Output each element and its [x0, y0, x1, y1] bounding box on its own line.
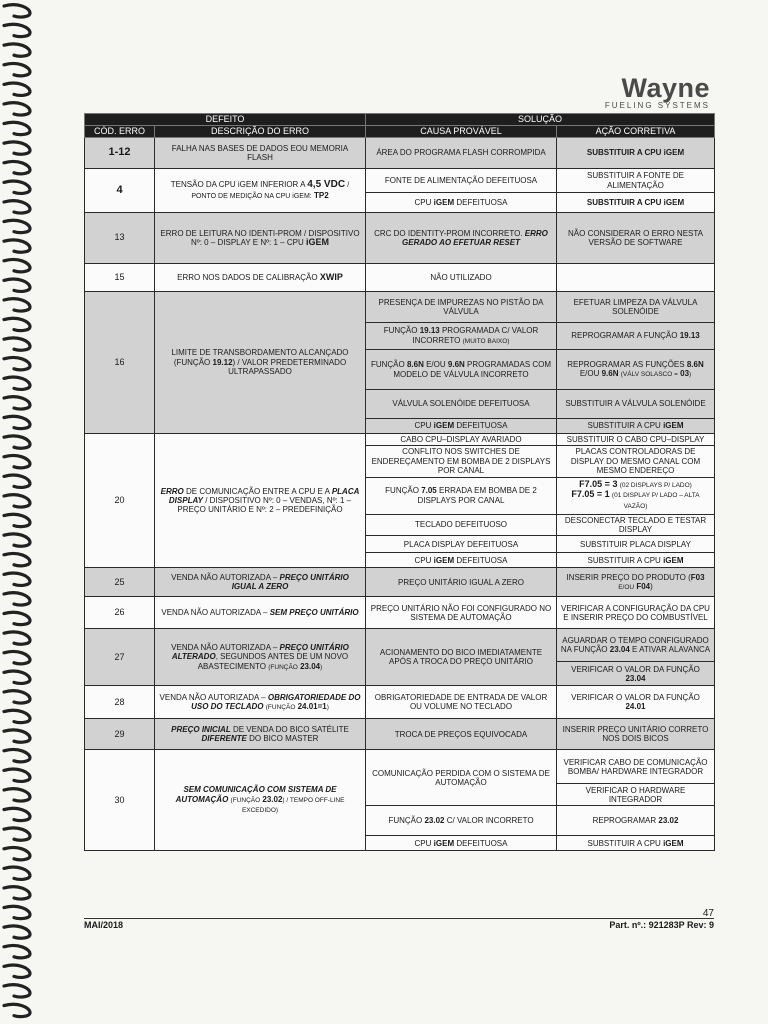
desc-italic: OBRIGATORIEDADE DO USO DO TECLADO: [191, 692, 361, 711]
cause-text: FUNÇÃO: [370, 360, 405, 370]
cause-text: FUNÇÃO: [383, 326, 418, 336]
spiral-ring: [4, 142, 30, 154]
spiral-ring: [4, 220, 30, 232]
error-table: [84, 113, 715, 851]
desc-text: ERRO DE LEITURA NO IDENTI-PROM / DISPOSITIVO Nº: 0 – DISPLAY E Nº: 1 – CPU: [160, 228, 360, 247]
action-text: REPROGRAMAR AS FUNÇÕES: [567, 359, 685, 369]
corrective-action: [557, 662, 715, 686]
cause-bold: 23.02: [424, 816, 445, 826]
group-solucao-header: SOLUÇÃO: [366, 114, 715, 126]
action-text: SUBSTITUIR A CPU: [586, 197, 662, 207]
desc-italic-2: DIFERENTE: [201, 734, 247, 744]
desc-bold-2: TP2: [314, 190, 329, 200]
desc-bold: 23.02: [262, 794, 283, 804]
spiral-ring: [4, 710, 30, 722]
desc-text: ) / TEMPO OFF-LINE EXCEDIDO): [241, 796, 345, 815]
corrective-action: [557, 193, 715, 213]
error-code: 27: [85, 629, 155, 686]
spiral-ring: [4, 240, 30, 252]
table-row: [85, 568, 715, 597]
corrective-action: REPROGRAMAR AS FUNÇÕES 8.6N E/OU 9.6N (VÁLV SOLASCO = 03): [557, 350, 715, 390]
action-small: (02 DISPLAYS P/ LADO): [619, 482, 692, 490]
action-text-2: E ATIVAR ALAVANCA: [632, 645, 711, 655]
action-bold: 23.04: [609, 645, 630, 655]
error-description: [155, 213, 366, 264]
error-code: 4: [85, 169, 155, 213]
spiral-ring: [4, 985, 30, 997]
spiral-ring: [4, 926, 30, 938]
probable-cause: CABO CPU–DISPLAY AVARIADO: [366, 434, 557, 446]
logo-subtitle: FUELING SYSTEMS: [604, 101, 710, 110]
cause-text-2: DEFEITUOSA: [456, 555, 508, 565]
desc-text-2: , SEGUNDOS ANTES DE UM NOVO ABASTECIMENTO: [197, 652, 349, 671]
corrective-action: DESCONECTAR TECLADO E TESTAR DISPLAY: [557, 514, 715, 536]
spiral-ring: [4, 534, 30, 546]
cause-text: FUNÇÃO: [388, 816, 423, 826]
group-defeito-header: DEFEITO: [85, 114, 366, 126]
action-text: SUBSTITUIR A CPU: [586, 148, 662, 158]
cause-text-2: PROGRAMADA C/ VALOR INCORRETO: [412, 326, 539, 345]
cause-text: CPU: [414, 197, 432, 207]
probable-cause: [366, 213, 557, 264]
probable-cause: [366, 477, 557, 514]
probable-cause: PRESENÇA DE IMPUREZAS NO PISTÃO DA VÁLVULA: [366, 292, 557, 323]
cause-bold: 8.6N: [406, 360, 424, 370]
spiral-ring: [4, 632, 30, 644]
cause-text-2: ERRADA EM BOMBA DE 2 DISPLAYS POR CANAL: [417, 486, 537, 505]
action-small: (VÁLV SOLASCO =: [620, 371, 678, 378]
logo-brand: Wayne: [621, 73, 710, 103]
spiral-ring: [4, 789, 30, 801]
corrective-action: [557, 836, 715, 851]
action-bold: iGEM: [663, 197, 685, 207]
corrective-action: [557, 323, 715, 350]
desc-italic: SEM COMUNICAÇÃO COM SISTEMA DE AUTOMAÇÃO: [175, 785, 337, 804]
probable-cause: NÃO UTILIZADO: [366, 264, 557, 292]
cause-bold: iGEM: [433, 555, 455, 565]
table-row: [85, 292, 715, 323]
error-code: 29: [85, 719, 155, 750]
spiral-ring: [4, 83, 30, 95]
spiral-ring: [4, 828, 30, 840]
probable-cause: PREÇO UNITÁRIO NÃO FOI CONFIGURADO NO SISTEMA DE AUTOMAÇÃO: [366, 597, 557, 629]
corrective-action: VERIFICAR CABO DE COMUNICAÇÃO BOMBA/ HARDWARE INTEGRADOR: [557, 750, 715, 784]
error-code: 15: [85, 264, 155, 292]
probable-cause: [366, 806, 557, 836]
corrective-action: [557, 568, 715, 597]
desc-italic: SEM PREÇO UNITÁRIO: [269, 608, 359, 618]
corrective-action: [557, 419, 715, 434]
corrective-action: EFETUAR LIMPEZA DA VÁLVULA SOLENÓIDE: [557, 292, 715, 323]
corrective-action: [557, 686, 715, 719]
cause-bold: iGEM: [433, 838, 455, 848]
table-row: [85, 750, 715, 784]
desc-end: ): [320, 663, 323, 671]
corrective-action: SUBSTITUIR A VÁLVULA SOLENÓIDE: [557, 390, 715, 419]
action-text: REPROGRAMAR: [592, 816, 657, 826]
footer-rule: [84, 918, 714, 919]
desc-italic: PREÇO UNITÁRIO IGUAL A ZERO: [231, 573, 349, 592]
spiral-ring: [4, 651, 30, 663]
error-description: [155, 597, 366, 629]
error-description: [155, 750, 366, 851]
corrective-action: NÃO CONSIDERAR O ERRO NESTA VERSÃO DE SOFTWARE: [557, 213, 715, 264]
spiral-ring: [4, 377, 30, 389]
cause-text-2: DEFEITUOSA: [456, 838, 508, 848]
probable-cause: ÁREA DO PROGRAMA FLASH CORROMPIDA: [366, 138, 557, 169]
probable-cause: FONTE DE ALIMENTAÇÃO DEFEITUOSA: [366, 169, 557, 193]
cause-italic: ERRO GERADO AO EFETUAR RESET: [402, 228, 548, 247]
probable-cause: PREÇO UNITÁRIO IGUAL A ZERO: [366, 568, 557, 597]
desc-bold: 23.04: [300, 661, 321, 671]
cause-small: (MUITO BAIXO): [462, 337, 510, 345]
cause-text: CPU: [414, 421, 432, 431]
spiral-ring: [4, 867, 30, 879]
corrective-action: PLACAS CONTROLADORAS DE DISPLAY DO MESMO CANAL COM MESMO ENDEREÇO: [557, 446, 715, 477]
action-bold: iGEM: [663, 555, 684, 565]
cause-text-2: DEFEITUOSA: [456, 197, 508, 207]
desc-bold: 24.01=1: [297, 701, 327, 711]
error-description: FALHA NAS BASES DE DADOS EOU MEMORIA FLASH: [155, 138, 366, 169]
error-description: [155, 264, 366, 292]
error-description: [155, 686, 366, 719]
action-bold: F03: [690, 572, 705, 582]
spiral-ring: [4, 749, 30, 761]
corrective-action: SUBSTITUIR PLACA DISPLAY: [557, 536, 715, 553]
corrective-action: VERIFICAR A CONFIGURAÇÃO DA CPU E INSERIR PREÇO DO COMBUSTÍVEL: [557, 597, 715, 629]
action-bold: iGEM: [663, 148, 685, 158]
table-row: [85, 597, 715, 629]
probable-cause: [366, 553, 557, 568]
cause-bold: 7.05: [421, 486, 437, 496]
table-row: [85, 434, 715, 446]
table-row: [85, 629, 715, 662]
cause-bold: iGEM: [433, 197, 455, 207]
error-code: 13: [85, 213, 155, 264]
error-description: [155, 629, 366, 686]
corrective-action: [557, 806, 715, 836]
action-text: SUBSTITUIR A CPU: [587, 421, 661, 431]
col-causa-header: CAUSA PROVÁVEL: [366, 126, 557, 138]
spiral-ring: [4, 691, 30, 703]
desc-end: ): [326, 703, 329, 711]
desc-bold: iGEM: [305, 237, 329, 247]
desc-italic: PREÇO UNITÁRIO ALTERADO: [171, 642, 349, 662]
col-desc-header: DESCRIÇÃO DO ERRO: [155, 126, 366, 138]
table-row: [85, 169, 715, 193]
cause-text: CPU: [414, 555, 432, 565]
corrective-action: SUBSTITUIR A FONTE DE ALIMENTAÇÃO: [557, 169, 715, 193]
desc-bold: 4,5 VDC: [307, 179, 346, 191]
action-text: VERIFICAR O VALOR DA FUNÇÃO: [571, 664, 700, 674]
cause-bold: 19.13: [419, 326, 440, 336]
spiral-ring: [4, 847, 30, 859]
corrective-action: [557, 264, 715, 292]
table-row: [85, 213, 715, 264]
error-code: 16: [85, 292, 155, 434]
corrective-action: SUBSTITUIR O CABO CPU–DISPLAY: [557, 434, 715, 446]
spiral-ring: [4, 318, 30, 330]
footer-part-number: Part. nº.: 921283P Rev: 9: [609, 920, 714, 930]
spiral-ring: [4, 965, 30, 977]
corrective-action: [557, 477, 715, 514]
probable-cause: PLACA DISPLAY DEFEITUOSA: [366, 536, 557, 553]
probable-cause: COMUNICAÇÃO PERDIDA COM O SISTEMA DE AUTOMAÇÃO: [366, 750, 557, 806]
desc-small: / PONTO DE MEDIÇÃO NA CPU iGEM:: [191, 182, 350, 200]
spiral-ring: [4, 44, 30, 56]
spiral-ring: [4, 259, 30, 271]
error-code: 26: [85, 597, 155, 629]
table-row: [85, 138, 715, 169]
action-bold-2: 9.6N: [601, 369, 619, 378]
spiral-ring: [4, 299, 30, 311]
action-text: REPROGRAMAR A FUNÇÃO: [571, 331, 678, 341]
spiral-ring: [4, 436, 30, 448]
desc-text: VENDA NÃO AUTORIZADA –: [161, 608, 268, 618]
action-text: SUBSTITUIR A CPU: [587, 555, 661, 565]
table-row: [85, 264, 715, 292]
desc-italic: PREÇO INICIAL: [171, 725, 231, 735]
action-bold-2: F7.05 = 1: [571, 489, 610, 500]
desc-bold: 19.12: [212, 357, 233, 367]
error-description: [155, 719, 366, 750]
spiral-ring: [4, 906, 30, 918]
spiral-ring: [4, 730, 30, 742]
cause-text: FUNÇÃO: [385, 486, 419, 496]
spiral-ring: [4, 671, 30, 683]
cause-text: CPU: [414, 838, 432, 848]
action-bold: iGEM: [663, 838, 684, 848]
spiral-ring: [4, 338, 30, 350]
spiral-ring: [4, 455, 30, 467]
corrective-action: [557, 629, 715, 662]
wayne-logo: [605, 74, 710, 110]
desc-italic-2: PLACA DISPLAY: [168, 486, 360, 506]
probable-cause: CONFLITO NOS SWITCHES DE ENDEREÇAMENTO EM BOMBA DE 2 DISPLAYS POR CANAL: [366, 446, 557, 477]
action-bold-2: F04: [636, 581, 651, 591]
spiral-ring: [4, 475, 30, 487]
spiral-ring: [4, 201, 30, 213]
action-mid: E/OU: [618, 583, 635, 591]
action-text: VERIFICAR O VALOR DA FUNÇÃO: [571, 693, 700, 703]
probable-cause: VÁLVULA SOLENÓIDE DEFEITUOSA: [366, 390, 557, 419]
action-text: SUBSTITUIR A CPU: [587, 838, 661, 848]
spiral-ring: [4, 357, 30, 369]
corrective-action: [557, 138, 715, 169]
corrective-action: [557, 553, 715, 568]
table-row: [85, 686, 715, 719]
spiral-ring: [4, 1004, 30, 1016]
error-description: [155, 568, 366, 597]
desc-small: (FUNÇÃO: [268, 663, 298, 671]
spiral-ring: [4, 612, 30, 624]
cause-mid: E/OU: [426, 360, 446, 370]
desc-text: TENSÃO DA CPU iGEM INFERIOR A: [170, 180, 306, 190]
action-bold: 23.04: [625, 673, 646, 683]
action-bold: F7.05 = 3: [579, 479, 618, 490]
probable-cause: [366, 350, 557, 390]
spiral-ring: [4, 573, 30, 585]
probable-cause: [366, 323, 557, 350]
error-code: 1-12: [85, 138, 155, 169]
desc-text: VENDA NÃO AUTORIZADA –: [159, 692, 266, 702]
probable-cause: [366, 193, 557, 213]
cause-bold: iGEM: [433, 421, 455, 431]
desc-text: ERRO NOS DADOS DE CALIBRAÇÃO: [177, 272, 318, 282]
spiral-ring: [4, 769, 30, 781]
spiral-ring: [4, 887, 30, 899]
probable-cause: ACIONAMENTO DO BICO IMEDIATAMENTE APÓS A TROCA DO PREÇO UNITÁRIO: [366, 629, 557, 686]
spiral-ring: [4, 63, 30, 75]
probable-cause: [366, 419, 557, 434]
spiral-ring: [4, 808, 30, 820]
desc-italic: ERRO: [160, 486, 184, 496]
action-bold-3: 03: [680, 369, 690, 378]
cause-text-2: PROGRAMADAS COM MODELO DE VÁLVULA INCORRETO: [393, 360, 552, 379]
action-bold: 23.02: [658, 816, 679, 826]
action-text: INSERIR PREÇO DO PRODUTO (: [566, 572, 691, 582]
corrective-action: INSERIR PREÇO UNITÁRIO CORRETO NOS DOIS BICOS: [557, 719, 715, 750]
spiral-ring: [4, 103, 30, 115]
error-code: 20: [85, 434, 155, 568]
error-description: [155, 292, 366, 434]
spiral-ring: [4, 279, 30, 291]
action-bold: iGEM: [663, 421, 684, 431]
error-description: [155, 169, 366, 213]
cause-text-2: DEFEITUOSA: [456, 421, 508, 431]
cause-bold-2: 9.6N: [447, 360, 465, 370]
spiral-ring: [4, 416, 30, 428]
desc-text: DE VENDA DO BICO SATÉLITE: [232, 725, 349, 735]
cause-text-2: C/ VALOR INCORRETO: [446, 816, 534, 826]
desc-text: DE COMUNICAÇÃO ENTRE A CPU E A: [185, 486, 330, 496]
error-description: [155, 434, 366, 568]
spiral-ring: [4, 945, 30, 957]
col-cod-header: CÓD. ERRO: [85, 126, 155, 138]
col-acao-header: AÇÃO CORRETIVA: [557, 126, 715, 138]
action-bold: 8.6N: [686, 359, 704, 369]
corrective-action: VERIFICAR O HARDWARE INTEGRADOR: [557, 784, 715, 806]
error-code: 30: [85, 750, 155, 851]
action-bold: 24.01: [625, 702, 646, 712]
spiral-ring: [4, 5, 30, 17]
spiral-ring: [4, 553, 30, 565]
desc-small: (FUNÇÃO: [230, 796, 261, 804]
desc-text-2: / DISPOSITIVO Nº: 0 – VENDAS, Nº: 1 – PREÇO UNITÁRIO E Nº: 2 – PREDEFINIÇÃO: [177, 496, 352, 515]
desc-text: VENDA NÃO AUTORIZADA –: [171, 642, 278, 652]
error-code: 28: [85, 686, 155, 719]
probable-cause: TECLADO DEFEITUOSO: [366, 514, 557, 536]
table-row: [85, 719, 715, 750]
spiral-ring: [4, 593, 30, 605]
spiral-ring: [4, 495, 30, 507]
spiral-ring: [4, 181, 30, 193]
probable-cause: [366, 836, 557, 851]
cause-text: CRC DO IDENTITY-PROM INCORRETO.: [374, 228, 523, 238]
spiral-binding: [0, 0, 40, 1024]
spiral-ring: [4, 397, 30, 409]
desc-small: (FUNÇÃO: [265, 703, 296, 711]
action-end: ): [650, 581, 653, 591]
page-number: 47: [702, 908, 714, 919]
desc-text: LIMITE DE TRANSBORDAMENTO ALCANÇADO (FUNÇÃO: [171, 348, 349, 367]
spiral-ring: [4, 161, 30, 173]
action-mid: E/OU: [579, 369, 600, 378]
probable-cause: TROCA DE PREÇOS EQUIVOCADA: [366, 719, 557, 750]
desc-bold: XWIP: [319, 271, 343, 282]
desc-text-2: DO BICO MASTER: [249, 734, 319, 744]
desc-text: VENDA NÃO AUTORIZADA –: [171, 573, 278, 583]
error-code: 25: [85, 568, 155, 597]
spiral-ring: [4, 24, 30, 36]
action-text: AGUARDAR O TEMPO CONFIGURADO NA FUNÇÃO: [560, 636, 709, 655]
action-small-2: (01 DISPLAY P/ LADO – ALTA VAZÃO): [611, 492, 700, 510]
desc-text-2: ) / VALOR PREDETERMINADO ULTRAPASSADO: [228, 357, 347, 377]
footer-date: MAI/2018: [84, 920, 124, 930]
probable-cause: OBRIGATORIEDADE DE ENTRADA DE VALOR OU VOLUME NO TECLADO: [366, 686, 557, 719]
spiral-ring: [4, 514, 30, 526]
spiral-ring: [4, 122, 30, 134]
action-bold: 19.13: [679, 331, 700, 341]
